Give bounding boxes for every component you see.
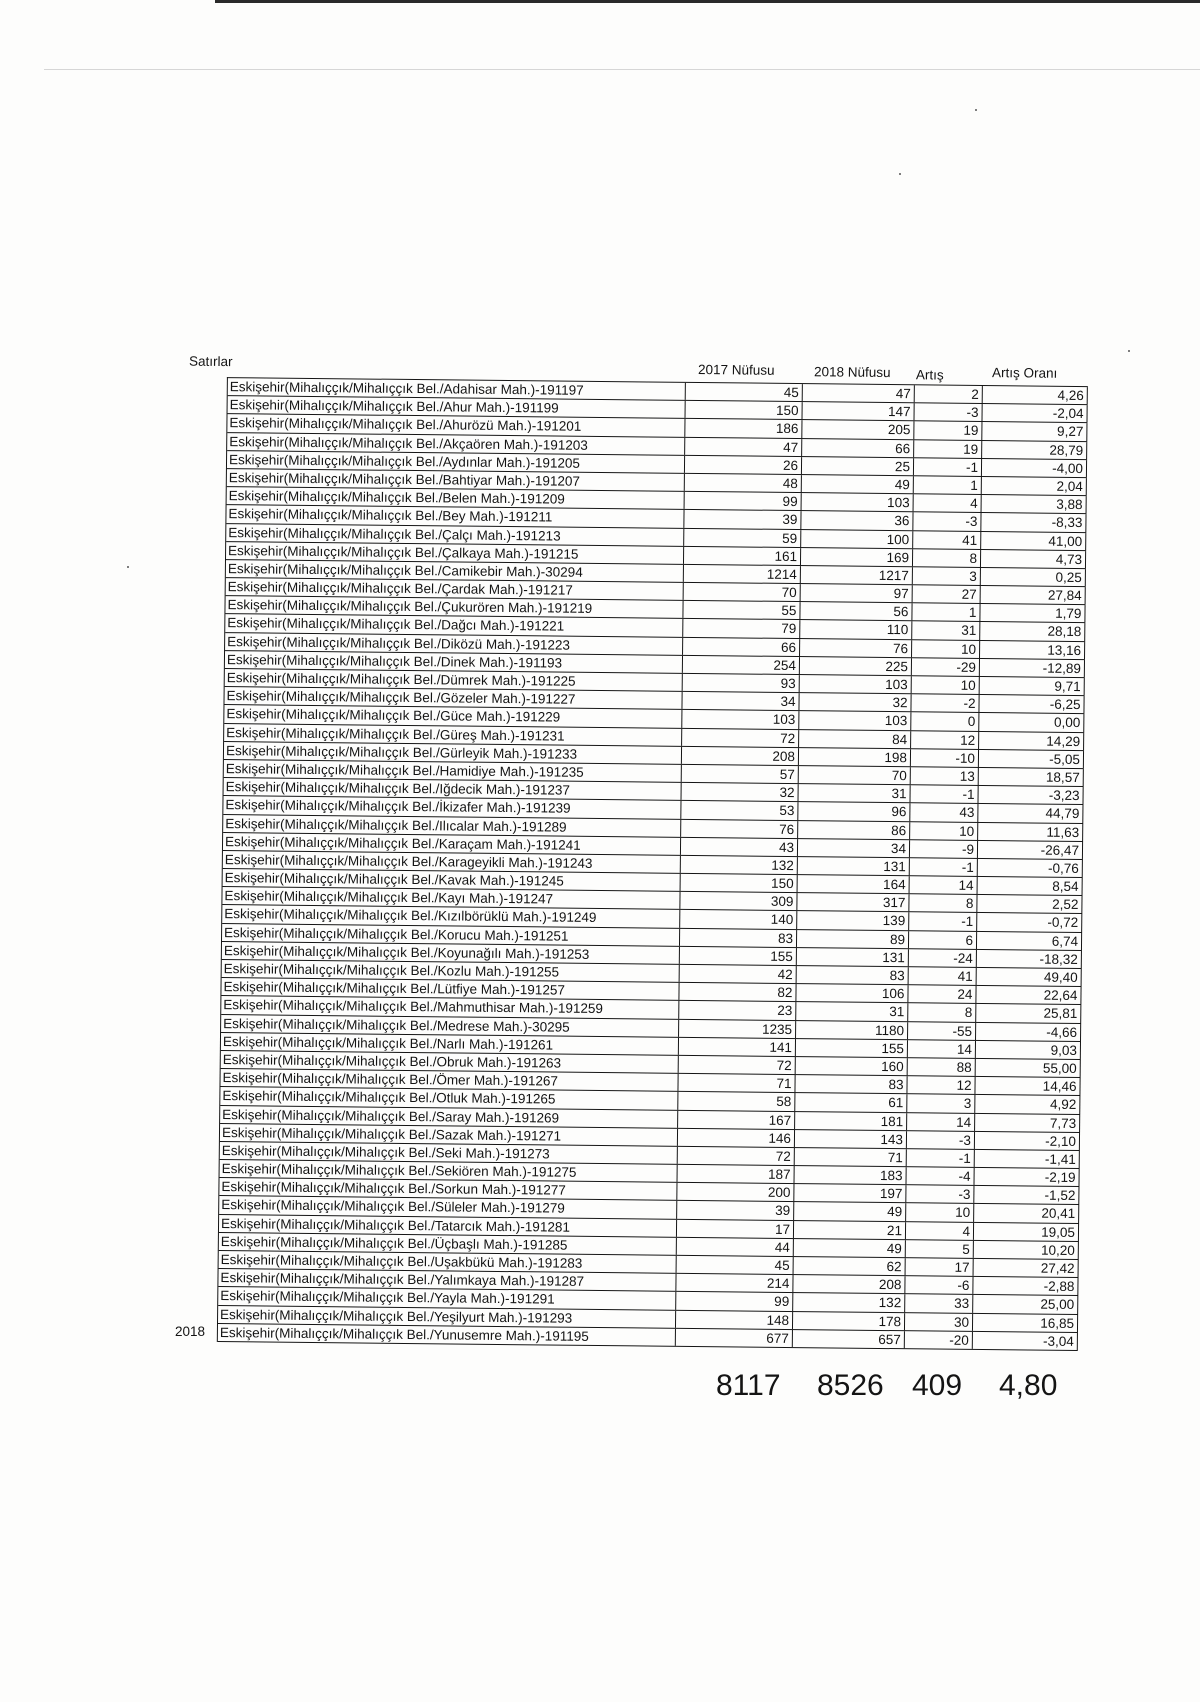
population-2017-cell: 70 [684, 583, 801, 601]
increase-cell: 19 [914, 440, 982, 458]
population-2018-cell: 106 [796, 984, 908, 1002]
population-2018-cell: 70 [799, 766, 911, 784]
increase-cell: 19 [914, 422, 982, 440]
col-2018-header: 2018 Nüfusu [813, 364, 891, 381]
increase-cell: -55 [908, 1022, 976, 1040]
population-2017-cell: 23 [679, 1001, 796, 1019]
increase-cell: 8 [909, 894, 977, 912]
population-2018-cell: 164 [798, 875, 910, 893]
increase-rate-cell: 9,71 [980, 677, 1085, 695]
increase-rate-cell: -8,33 [981, 513, 1086, 531]
increase-cell: -3 [914, 403, 982, 421]
population-2017-cell: 72 [678, 1147, 795, 1165]
population-2017-cell: 187 [678, 1165, 795, 1183]
increase-rate-cell: 25,00 [973, 1295, 1078, 1313]
population-table [217, 377, 1088, 1351]
increase-rate-cell: -12,89 [980, 659, 1085, 677]
neighborhood-name-cell: Eskişehir(Mihalıççık/Mihalıççık Bel./Sekiören Mah.)-191275 [220, 1160, 678, 1182]
neighborhood-name-cell: Eskişehir(Mihalıççık/Mihalıççık Bel./Sorkun Mah.)-191277 [219, 1178, 677, 1200]
increase-cell: 4 [906, 1222, 974, 1240]
increase-rate-cell: 6,74 [977, 932, 1082, 950]
increase-cell: -1 [910, 785, 978, 803]
increase-cell: 3 [913, 567, 981, 585]
increase-rate-cell: -2,88 [973, 1277, 1078, 1295]
neighborhood-name-cell: Eskişehir(Mihalıççık/Mihalıççık Bel./Güreş Mah.)-191231 [224, 724, 682, 746]
population-2017-cell: 99 [685, 492, 802, 510]
population-2017-cell: 254 [683, 656, 800, 674]
population-2017-cell: 677 [676, 1329, 793, 1347]
neighborhood-name-cell: Eskişehir(Mihalıççık/Mihalıççık Bel./Yunusemre Mah.)-191195 [218, 1324, 676, 1346]
increase-cell: 10 [912, 676, 980, 694]
population-2018-cell: 56 [800, 602, 912, 620]
population-2018-cell: 110 [800, 621, 912, 639]
population-2017-cell: 103 [682, 710, 799, 728]
increase-rate-cell: -1,52 [974, 1186, 1079, 1204]
population-2017-cell: 146 [678, 1129, 795, 1147]
neighborhood-name-cell: Eskişehir(Mihalıççık/Mihalıççık Bel./Korucu Mah.)-191251 [222, 924, 680, 946]
population-2018-cell: 317 [797, 893, 909, 911]
increase-rate-cell: 7,73 [975, 1113, 1080, 1131]
population-2017-cell: 150 [686, 401, 803, 419]
increase-cell: 3 [907, 1095, 975, 1113]
increase-cell: -3 [906, 1185, 974, 1203]
increase-rate-cell: 2,52 [977, 895, 1082, 913]
population-2017-cell: 99 [676, 1292, 793, 1310]
increase-rate-cell: 1,79 [980, 604, 1085, 622]
population-2017-cell: 17 [677, 1219, 794, 1237]
population-2017-cell: 140 [680, 910, 797, 928]
population-2018-cell: 84 [799, 730, 911, 748]
neighborhood-name-cell: Eskişehir(Mihalıççık/Mihalıççık Bel./Obruk Mah.)-191263 [221, 1051, 679, 1073]
neighborhood-name-cell: Eskişehir(Mihalıççık/Mihalıççık Bel./Saray Mah.)-191269 [220, 1106, 678, 1128]
population-2017-cell: 1235 [679, 1019, 796, 1037]
population-2017-cell: 45 [677, 1256, 794, 1274]
population-2018-cell: 143 [795, 1130, 907, 1148]
population-2018-cell: 139 [797, 912, 909, 930]
neighborhood-name-cell: Eskişehir(Mihalıççık/Mihalıççık Bel./Kavak Mah.)-191245 [223, 869, 681, 891]
total-2018: 8526 [817, 1369, 884, 1402]
population-2017-cell: 57 [682, 765, 799, 783]
neighborhood-name-cell: Eskişehir(Mihalıççık/Mihalıççık Bel./Yeşilyurt Mah.)-191293 [218, 1306, 676, 1328]
population-2017-cell: 45 [686, 383, 803, 401]
population-2017-cell: 66 [683, 637, 800, 655]
population-2018-cell: 178 [793, 1312, 905, 1330]
population-2017-cell: 200 [677, 1183, 794, 1201]
increase-rate-cell: -2,10 [975, 1132, 1080, 1150]
population-2018-cell: 155 [796, 1039, 908, 1057]
neighborhood-name-cell: Eskişehir(Mihalıççık/Mihalıççık Bel./İkizafer Mah.)-191239 [223, 796, 681, 818]
population-2017-cell: 39 [677, 1201, 794, 1219]
neighborhood-name-cell: Eskişehir(Mihalıççık/Mihalıççık Bel./Dümrek Mah.)-191225 [225, 669, 683, 691]
population-2018-cell: 169 [801, 548, 913, 566]
population-2017-cell: 150 [681, 874, 798, 892]
neighborhood-name-cell: Eskişehir(Mihalıççık/Mihalıççık Bel./Ahur Mah.)-191199 [228, 396, 686, 418]
increase-cell: 1 [912, 604, 980, 622]
increase-cell: 17 [906, 1258, 974, 1276]
increase-cell: 4 [914, 494, 982, 512]
population-2018-cell: 198 [799, 748, 911, 766]
population-2018-cell: 31 [796, 1002, 908, 1020]
increase-rate-cell: -26,47 [978, 841, 1083, 859]
increase-rate-cell: 28,79 [982, 441, 1087, 459]
population-2017-cell: 148 [676, 1310, 793, 1328]
population-2017-cell: 141 [679, 1038, 796, 1056]
neighborhood-name-cell: Eskişehir(Mihalıççık/Mihalıççık Bel./Diközü Mah.)-191223 [225, 633, 683, 655]
increase-rate-cell: 28,18 [980, 622, 1085, 640]
increase-rate-cell: -0,76 [978, 859, 1083, 877]
population-2017-cell: 72 [682, 728, 799, 746]
neighborhood-name-cell: Eskişehir(Mihalıççık/Mihalıççık Bel./Dağcı Mah.)-191221 [225, 615, 683, 637]
increase-rate-cell: 10,20 [974, 1241, 1079, 1259]
increase-cell: 14 [907, 1113, 975, 1131]
neighborhood-name-cell: Eskişehir(Mihalıççık/Mihalıççık Bel./Gürleyik Mah.)-191233 [224, 742, 682, 764]
population-2018-cell: 225 [800, 657, 912, 675]
increase-cell: -9 [910, 840, 978, 858]
increase-rate-cell: -18,32 [977, 950, 1082, 968]
neighborhood-name-cell: Eskişehir(Mihalıççık/Mihalıççık Bel./Aydınlar Mah.)-191205 [227, 451, 685, 473]
year-row-label: 2018 [175, 1324, 206, 1339]
population-2017-cell: 132 [681, 856, 798, 874]
population-2017-cell: 48 [685, 474, 802, 492]
increase-rate-cell: 2,04 [982, 477, 1087, 495]
neighborhood-name-cell: Eskişehir(Mihalıççık/Mihalıççık Bel./Süleler Mah.)-191279 [219, 1196, 677, 1218]
population-2017-cell: 83 [680, 928, 797, 946]
increase-cell: 2 [915, 385, 983, 403]
neighborhood-name-cell: Eskişehir(Mihalıççık/Mihalıççık Bel./Seki Mah.)-191273 [220, 1142, 678, 1164]
neighborhood-name-cell: Eskişehir(Mihalıççık/Mihalıççık Bel./Hamidiye Mah.)-191235 [224, 760, 682, 782]
population-2018-cell: 100 [801, 530, 913, 548]
neighborhood-name-cell: Eskişehir(Mihalıççık/Mihalıççık Bel./Karageyikli Mah.)-191243 [223, 851, 681, 873]
increase-rate-cell: 18,57 [979, 768, 1084, 786]
neighborhood-name-cell: Eskişehir(Mihalıççık/Mihalıççık Bel./Yayla Mah.)-191291 [218, 1287, 676, 1309]
increase-cell: -3 [913, 513, 981, 531]
increase-rate-cell: 27,42 [974, 1259, 1079, 1277]
population-2017-cell: 82 [679, 983, 796, 1001]
increase-cell: -1 [907, 1149, 975, 1167]
population-2018-cell: 25 [802, 457, 914, 475]
neighborhood-name-cell: Eskişehir(Mihalıççık/Mihalıççık Bel./Çukurören Mah.)-191219 [225, 596, 683, 618]
neighborhood-name-cell: Eskişehir(Mihalıççık/Mihalıççık Bel./Karaçam Mah.)-191241 [223, 833, 681, 855]
population-2018-cell: 97 [801, 584, 913, 602]
neighborhood-name-cell: Eskişehir(Mihalıççık/Mihalıççık Bel./Çalkaya Mah.)-191215 [226, 542, 684, 564]
neighborhood-name-cell: Eskişehir(Mihalıççık/Mihalıççık Bel./Kızılbörüklü Mah.)-191249 [222, 905, 680, 927]
neighborhood-name-cell: Eskişehir(Mihalıççık/Mihalıççık Bel./Çardak Mah.)-191217 [226, 578, 684, 600]
population-2018-cell: 71 [795, 1148, 907, 1166]
population-2017-cell: 42 [680, 965, 797, 983]
increase-cell: 6 [909, 931, 977, 949]
increase-rate-cell: 4,26 [983, 386, 1088, 404]
increase-rate-cell: 14,46 [975, 1077, 1080, 1095]
increase-rate-cell: 25,81 [976, 1004, 1081, 1022]
increase-rate-cell: -6,25 [979, 695, 1084, 713]
population-2017-cell: 76 [681, 819, 798, 837]
increase-rate-cell: 14,29 [979, 732, 1084, 750]
total-artis: 409 [912, 1369, 963, 1402]
increase-rate-cell: 44,79 [978, 804, 1083, 822]
population-2017-cell: 39 [684, 510, 801, 528]
population-2018-cell: 208 [793, 1275, 905, 1293]
increase-rate-cell: 19,05 [974, 1223, 1079, 1241]
increase-rate-cell: 27,84 [981, 586, 1086, 604]
increase-rate-cell: -3,23 [978, 786, 1083, 804]
increase-rate-cell: -1,41 [975, 1150, 1080, 1168]
population-2017-cell: 32 [682, 783, 799, 801]
neighborhood-name-cell: Eskişehir(Mihalıççık/Mihalıççık Bel./Camikebir Mah.)-30294 [226, 560, 684, 582]
population-2017-cell: 167 [678, 1110, 795, 1128]
increase-cell: 8 [908, 1004, 976, 1022]
increase-cell: 12 [907, 1076, 975, 1094]
neighborhood-name-cell: Eskişehir(Mihalıççık/Mihalıççık Bel./Gözeler Mah.)-191227 [224, 687, 682, 709]
neighborhood-name-cell: Eskişehir(Mihalıççık/Mihalıççık Bel./Belen Mah.)-191209 [227, 487, 685, 509]
col-oran-header: Artış Oranı [991, 365, 1058, 381]
neighborhood-name-cell: Eskişehir(Mihalıççık/Mihalıççık Bel./Ömer Mah.)-191267 [220, 1069, 678, 1091]
population-2017-cell: 58 [678, 1092, 795, 1110]
population-2018-cell: 62 [794, 1257, 906, 1275]
increase-cell: -2 [911, 694, 979, 712]
population-2018-cell: 49 [794, 1239, 906, 1257]
increase-cell: 13 [911, 767, 979, 785]
increase-cell: -29 [912, 658, 980, 676]
population-2018-cell: 34 [798, 839, 910, 857]
increase-cell: -20 [905, 1331, 973, 1349]
population-2018-cell: 36 [801, 511, 913, 529]
increase-rate-cell: 16,85 [973, 1313, 1078, 1331]
increase-cell: 14 [910, 876, 978, 894]
population-2017-cell: 161 [684, 547, 801, 565]
neighborhood-name-cell: Eskişehir(Mihalıççık/Mihalıççık Bel./Kayı Mah.)-191247 [222, 887, 680, 909]
increase-cell: -24 [909, 949, 977, 967]
increase-cell: 33 [905, 1295, 973, 1313]
population-2017-cell: 72 [679, 1056, 796, 1074]
increase-rate-cell: 49,40 [977, 968, 1082, 986]
neighborhood-name-cell: Eskişehir(Mihalıççık/Mihalıççık Bel./Kozlu Mah.)-191255 [222, 960, 680, 982]
increase-rate-cell: 41,00 [981, 531, 1086, 549]
population-2017-cell: 1214 [684, 565, 801, 583]
increase-cell: 12 [911, 731, 979, 749]
neighborhood-name-cell: Eskişehir(Mihalıççık/Mihalıççık Bel./Adahisar Mah.)-191197 [228, 378, 686, 400]
neighborhood-name-cell: Eskişehir(Mihalıççık/Mihalıççık Bel./Ilıcalar Mah.)-191289 [223, 815, 681, 837]
population-2017-cell: 59 [684, 528, 801, 546]
neighborhood-name-cell: Eskişehir(Mihalıççık/Mihalıççık Bel./Tatarcık Mah.)-191281 [219, 1215, 677, 1237]
increase-cell: -1 [914, 458, 982, 476]
population-2017-cell: 55 [683, 601, 800, 619]
increase-cell: 41 [909, 967, 977, 985]
population-2018-cell: 83 [795, 1075, 907, 1093]
increase-rate-cell: -2,19 [974, 1168, 1079, 1186]
population-2018-cell: 47 [803, 384, 915, 402]
increase-cell: 24 [908, 985, 976, 1003]
population-2018-cell: 103 [800, 675, 912, 693]
population-2017-cell: 93 [683, 674, 800, 692]
population-2018-cell: 96 [798, 802, 910, 820]
increase-rate-cell: 4,92 [975, 1095, 1080, 1113]
neighborhood-name-cell: Eskişehir(Mihalıççık/Mihalıççık Bel./Ahurözü Mah.)-191201 [227, 414, 685, 436]
increase-cell: 10 [912, 640, 980, 658]
increase-cell: 14 [908, 1040, 976, 1058]
neighborhood-name-cell: Eskişehir(Mihalıççık/Mihalıççık Bel./Yalımkaya Mah.)-191287 [218, 1269, 676, 1291]
population-2017-cell: 34 [682, 692, 799, 710]
col-2017-header: 2017 Nüfusu [697, 362, 775, 378]
increase-cell: -1 [909, 913, 977, 931]
neighborhood-name-cell: Eskişehir(Mihalıççık/Mihalıççık Bel./Sazak Mah.)-191271 [220, 1124, 678, 1146]
increase-cell: 1 [914, 476, 982, 494]
population-2018-cell: 147 [802, 402, 914, 420]
population-2018-cell: 86 [798, 821, 910, 839]
population-2017-cell: 155 [680, 947, 797, 965]
total-oran: 4,80 [999, 1369, 1058, 1402]
population-2018-cell: 131 [798, 857, 910, 875]
rows-header-label: Satırlar [188, 353, 233, 370]
population-2018-cell: 205 [802, 420, 914, 438]
increase-rate-cell: 3,88 [982, 495, 1087, 513]
increase-cell: 31 [912, 622, 980, 640]
increase-cell: 5 [906, 1240, 974, 1258]
increase-cell: 10 [910, 822, 978, 840]
neighborhood-name-cell: Eskişehir(Mihalıççık/Mihalıççık Bel./Mahmuthisar Mah.)-191259 [221, 996, 679, 1018]
population-2017-cell: 71 [678, 1074, 795, 1092]
population-2017-cell: 47 [685, 437, 802, 455]
population-2018-cell: 103 [802, 493, 914, 511]
increase-cell: 43 [910, 804, 978, 822]
population-2018-cell: 657 [793, 1330, 905, 1348]
increase-rate-cell: 0,00 [979, 713, 1084, 731]
increase-cell: -4 [906, 1167, 974, 1185]
population-2018-cell: 32 [799, 693, 911, 711]
population-2018-cell: 83 [797, 966, 909, 984]
col-artis-header: Artış [915, 367, 944, 383]
neighborhood-name-cell: Eskişehir(Mihalıççık/Mihalıççık Bel./Çalçı Mah.)-191213 [226, 524, 684, 546]
population-2018-cell: 183 [794, 1166, 906, 1184]
neighborhood-name-cell: Eskişehir(Mihalıççık/Mihalıççık Bel./Üçbaşlı Mah.)-191285 [219, 1233, 677, 1255]
increase-cell: -3 [907, 1131, 975, 1149]
neighborhood-name-cell: Eskişehir(Mihalıççık/Mihalıççık Bel./Koyunağılı Mah.)-191253 [222, 942, 680, 964]
population-2018-cell: 131 [797, 948, 909, 966]
increase-cell: 0 [911, 713, 979, 731]
increase-rate-cell: 55,00 [976, 1059, 1081, 1077]
neighborhood-name-cell: Eskişehir(Mihalıççık/Mihalıççık Bel./Uşakbükü Mah.)-191283 [219, 1251, 677, 1273]
population-2017-cell: 43 [681, 838, 798, 856]
neighborhood-name-cell: Eskişehir(Mihalıççık/Mihalıççık Bel./Bey Mah.)-191211 [226, 505, 684, 527]
population-2018-cell: 1217 [801, 566, 913, 584]
increase-rate-cell: -2,04 [982, 404, 1087, 422]
increase-cell: 10 [906, 1204, 974, 1222]
population-2018-cell: 160 [796, 1057, 908, 1075]
population-2018-cell: 49 [794, 1202, 906, 1220]
population-2017-cell: 44 [677, 1238, 794, 1256]
increase-rate-cell: 13,16 [980, 641, 1085, 659]
increase-rate-cell: 8,54 [978, 877, 1083, 895]
population-2018-cell: 21 [794, 1221, 906, 1239]
neighborhood-name-cell: Eskişehir(Mihalıççık/Mihalıççık Bel./Iğdecik Mah.)-191237 [224, 778, 682, 800]
increase-rate-cell: 4,73 [981, 550, 1086, 568]
increase-cell: 88 [908, 1058, 976, 1076]
neighborhood-name-cell: Eskişehir(Mihalıççık/Mihalıççık Bel./Lütfiye Mah.)-191257 [221, 978, 679, 1000]
population-2018-cell: 31 [798, 784, 910, 802]
neighborhood-name-cell: Eskişehir(Mihalıççık/Mihalıççık Bel./Narlı Mah.)-191261 [221, 1033, 679, 1055]
population-2018-cell: 103 [799, 711, 911, 729]
increase-rate-cell: -4,66 [976, 1023, 1081, 1041]
population-2017-cell: 26 [685, 456, 802, 474]
total-2017: 8117 [716, 1369, 781, 1402]
neighborhood-name-cell: Eskişehir(Mihalıççık/Mihalıççık Bel./Akçaören Mah.)-191203 [227, 433, 685, 455]
increase-cell: 27 [913, 585, 981, 603]
neighborhood-name-cell: Eskişehir(Mihalıççık/Mihalıççık Bel./Medrese Mah.)-30295 [221, 1015, 679, 1037]
population-2018-cell: 1180 [796, 1021, 908, 1039]
increase-rate-cell: -4,00 [982, 459, 1087, 477]
increase-rate-cell: 22,64 [976, 986, 1081, 1004]
population-2017-cell: 214 [676, 1274, 793, 1292]
increase-rate-cell: 20,41 [974, 1204, 1079, 1222]
population-2018-cell: 66 [802, 439, 914, 457]
population-2017-cell: 186 [685, 419, 802, 437]
neighborhood-name-cell: Eskişehir(Mihalıççık/Mihalıççık Bel./Otluk Mah.)-191265 [220, 1087, 678, 1109]
increase-cell: -6 [905, 1276, 973, 1294]
increase-cell: -1 [910, 858, 978, 876]
increase-rate-cell: 9,03 [976, 1041, 1081, 1059]
population-2017-cell: 309 [680, 892, 797, 910]
neighborhood-name-cell: Eskişehir(Mihalıççık/Mihalıççık Bel./Bahtiyar Mah.)-191207 [227, 469, 685, 491]
population-2018-cell: 181 [795, 1112, 907, 1130]
population-2017-cell: 53 [681, 801, 798, 819]
neighborhood-name-cell: Eskişehir(Mihalıççık/Mihalıççık Bel./Dinek Mah.)-191193 [225, 651, 683, 673]
increase-cell: -10 [911, 749, 979, 767]
increase-rate-cell: 0,25 [981, 568, 1086, 586]
increase-rate-cell: -0,72 [977, 913, 1082, 931]
increase-rate-cell: 9,27 [982, 422, 1087, 440]
increase-rate-cell: -3,04 [973, 1332, 1078, 1350]
population-2017-cell: 79 [683, 619, 800, 637]
neighborhood-name-cell: Eskişehir(Mihalıççık/Mihalıççık Bel./Güce Mah.)-191229 [224, 705, 682, 727]
increase-cell: 30 [905, 1313, 973, 1331]
population-2018-cell: 76 [800, 639, 912, 657]
population-2018-cell: 197 [794, 1184, 906, 1202]
population-2018-cell: 61 [795, 1093, 907, 1111]
increase-cell: 8 [913, 549, 981, 567]
population-2018-cell: 132 [793, 1293, 905, 1311]
increase-rate-cell: 11,63 [978, 822, 1083, 840]
population-2018-cell: 49 [802, 475, 914, 493]
increase-rate-cell: -5,05 [979, 750, 1084, 768]
population-2018-cell: 89 [797, 930, 909, 948]
increase-cell: 41 [913, 531, 981, 549]
population-2017-cell: 208 [682, 747, 799, 765]
